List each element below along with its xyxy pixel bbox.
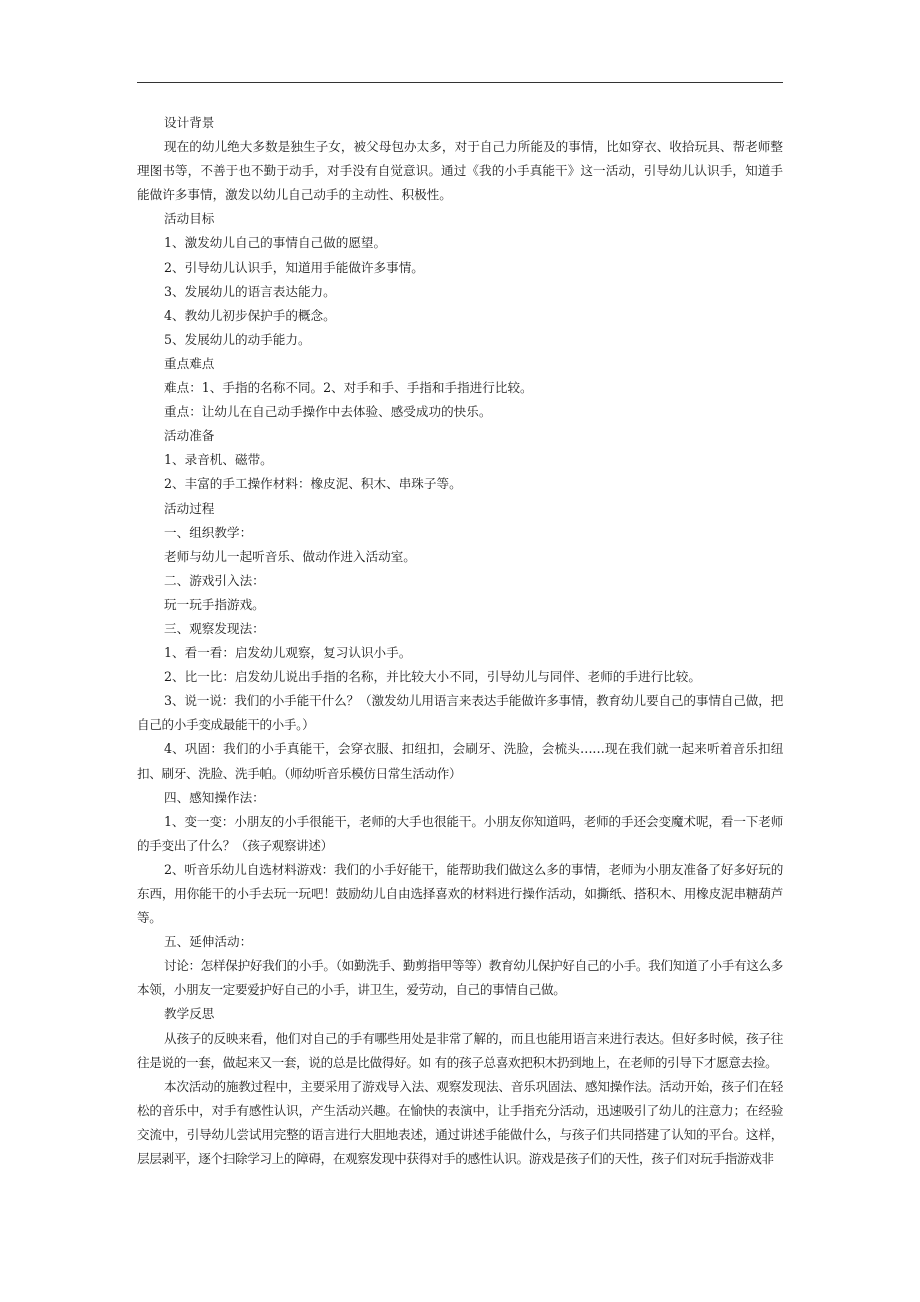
process-section-title: 二、游戏引入法：: [164, 572, 265, 588]
reflection-paragraph: 从孩子的反映来看，他们对自己的手有哪些用处是非常了解的，而且也能用语言来进行表达。但好多时候，孩子往往是说的一套，做起来又一套，说的总是比做得好。如 有的孩子总喜欢把积木扔到地上，在老师的引导下才愿意去捡。: [137, 1030, 783, 1070]
process-step: 4、巩固：我们的小手真能干，会穿衣服、扣纽扣，会刷牙、洗脸，会梳头……现在我们就一起来听着音乐扣纽扣、刷牙、洗脸、洗手帕。（师幼听音乐模仿日常生活动作）: [137, 741, 783, 781]
document-body: [137, 111, 783, 1171]
process-section-title: 一、组织教学：: [164, 524, 253, 540]
process-section-title: 三、观察发现法：: [164, 620, 265, 636]
header-rule: [137, 82, 783, 83]
process-section-title: 五、延伸活动：: [164, 934, 253, 950]
heading-preparation: 活动准备: [164, 428, 215, 444]
difficulty-point: 难点：1、手指的名称不同。2、对手和手、手指和手指进行比较。: [164, 380, 533, 396]
preparation-item: 2、丰富的手工操作材料：橡皮泥、积木、串珠子等。: [164, 476, 462, 492]
paragraph-background: 现在的幼儿绝大多数是独生子女，被父母包办太多，对于自己力所能及的事情，比如穿衣、收拾玩具、帮老师整理图书等，不善于也不勤于动手，对手没有自觉意识。通过《我的小手真能干》这一活动，引导幼儿认识手，知道手能做许多事情，激发以幼儿自己动手的主动性、积极性。: [137, 139, 783, 203]
process-text: 老师与幼儿一起听音乐、做动作进入活动室。: [164, 548, 416, 564]
heading-teaching-reflection: 教学反思: [164, 1006, 215, 1022]
goal-item: 1、激发幼儿自己的事情自己做的愿望。: [164, 235, 387, 251]
process-section-title: 四、感知操作法：: [164, 789, 265, 805]
process-step: 2、比一比：启发幼儿说出手指的名称，并比较大小不同，引导幼儿与同伴、老师的手进行比较。: [164, 669, 701, 685]
heading-design-background: 设计背景: [164, 115, 215, 130]
heading-activity-process: 活动过程: [164, 500, 215, 516]
process-text: 玩一玩手指游戏。: [164, 596, 265, 612]
process-step: 1、看一看：启发幼儿观察，复习认识小手。: [164, 645, 412, 661]
extension-text: 讨论：怎样保护好我们的小手。（如勤洗手、勤剪指甲等等）教育幼儿保护好自己的小手。我们知道了小手有这么多本领，小朋友一定要爱护好自己的小手，讲卫生，爱劳动，自己的事情自己做。: [137, 958, 783, 998]
reflection-paragraph: 本次活动的施教过程中，主要采用了游戏导入法、观察发现法、音乐巩固法、感知操作法。活动开始，孩子们在轻松的音乐中，对手有感性认识，产生活动兴趣。在愉快的表演中，让手指充分活动，迅速吸引了幼儿的注意力；在经验交流中，引导幼儿尝试用完整的语言进行大胆地表述，通过讲述手能做什么，与孩子们共同搭建了认知的平台。这样，层层剥平，逐个扫除学习上的障碍，在观察发现中获得对手的感性认识。游戏是孩子们的天性，孩子们对玩手指游戏非: [137, 1078, 783, 1167]
key-point: 重点：让幼儿在自己动手操作中去体验、感受成功的快乐。: [164, 404, 492, 420]
goal-item: 5、发展幼儿的动手能力。: [164, 331, 311, 347]
process-step: 3、说一说：我们的小手能干什么？（激发幼儿用语言来表达手能做许多事情，教育幼儿要自己的事情自己做，把自己的小手变成最能干的小手。）: [137, 693, 783, 733]
preparation-item: 1、录音机、磁带。: [164, 452, 273, 468]
goal-item: 2、引导幼儿认识手，知道用手能做许多事情。: [164, 259, 424, 275]
process-step: 1、变一变：小朋友的小手很能干，老师的大手也很能干。小朋友你知道吗，老师的手还会变魔术呢，看一下老师的手变出了什么？（孩子观察讲述）: [137, 813, 783, 853]
goal-item: 4、教幼儿初步保护手的概念。: [164, 307, 336, 323]
goal-item: 3、发展幼儿的语言表达能力。: [164, 283, 336, 299]
heading-activity-goals: 活动目标: [164, 211, 215, 227]
process-step: 2、听音乐幼儿自选材料游戏：我们的小手好能干，能帮助我们做这么多的事情，老师为小朋友准备了好多好玩的东西，用你能干的小手去玩一玩吧！鼓励幼儿自由选择喜欢的材料进行操作活动，如撕纸、搭积木、用橡皮泥串糖葫芦等。: [137, 861, 783, 926]
heading-key-points: 重点难点: [164, 355, 215, 371]
